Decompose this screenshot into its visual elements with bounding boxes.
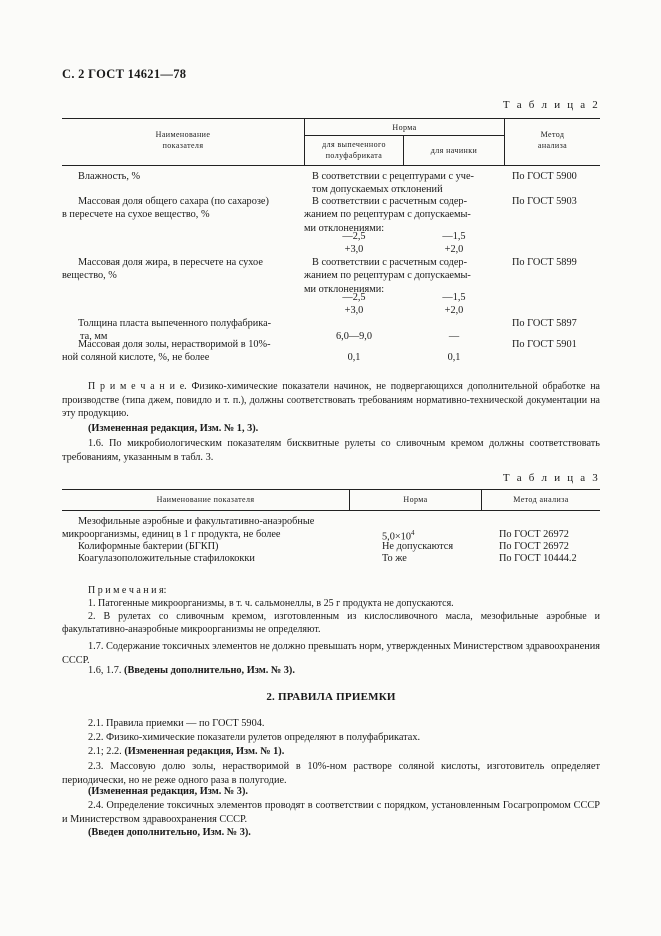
- table2-row-value: —: [448, 331, 460, 342]
- amendment-note: [62, 745, 600, 759]
- table2-head-norm-sub2: для начинки: [430, 146, 478, 155]
- table2-row-name: Влажность, %: [78, 171, 141, 182]
- table2-row-method: По ГОСТ 5903: [512, 196, 577, 207]
- table2-row-name: [62, 256, 298, 283]
- desc-line: В соответствии с расчетным содер-: [312, 196, 468, 207]
- desc-line: том допускаемых отклонений: [312, 184, 443, 196]
- value: —2,5: [342, 231, 366, 242]
- norm-exponent: 4: [410, 529, 415, 537]
- table3-row-name: Коагулазоположительные стафилококки: [78, 553, 255, 564]
- paragraph-2-4: 2.4. Определение токсичных элементов проводят в соответствии с порядком, установленным Госагропромом СССР и Министерством здравоохранения СССР.: [62, 800, 600, 825]
- head-line: Наименование: [155, 130, 211, 139]
- name-line: Толщина пласта выпеченного полуфабрика-: [78, 318, 272, 329]
- table3-head-name: Наименование показателя: [156, 495, 255, 504]
- paragraph-2-3: 2.3. Массовую долю золы, нерастворимой в 10%-ном растворе соляной кислоты, изготовитель определяет периодически, но не реже одного раза в полугодие.: [62, 761, 600, 786]
- table2-norm-rule: [304, 135, 504, 136]
- table3-top-rule: [62, 489, 600, 490]
- table3-caption: Т а б л и ц а 3: [502, 472, 600, 484]
- table2-row-values: [305, 291, 403, 318]
- amendment-text: (Измененная редакция, Изм. № 1).: [124, 746, 285, 757]
- desc-line: ми отклонениями:: [304, 222, 385, 234]
- table2-head-rule: [62, 165, 600, 166]
- table2-row-name: [62, 195, 298, 222]
- table2-row-value: 0,1: [447, 352, 461, 363]
- table2-row-name: [62, 338, 298, 365]
- table2-row-method: По ГОСТ 5901: [512, 339, 577, 350]
- name-line: Массовая доля жира, в пересчете на сухое: [78, 257, 263, 268]
- clause-ref: 1.6, 1.7.: [88, 665, 125, 676]
- notes2-item-1: 1. Патогенные микроорганизмы, в т. ч. сальмонеллы, в 25 г продукта не допускаются.: [88, 598, 454, 609]
- table3-row-method: По ГОСТ 10444.2: [499, 553, 577, 564]
- section-heading: 2. ПРАВИЛА ПРИЕМКИ: [266, 691, 396, 703]
- page-header: С. 2 ГОСТ 14621—78: [62, 67, 187, 81]
- note-label: П р и м е ч а н и е.: [88, 381, 187, 392]
- note-text: Физико-химические показатели начинок, не подвергающихся дополнительной обработке на производстве (типа джем, повидло и т. п.), должны соответствовать требованиям нормативно-технической документации на эту продукцию.: [62, 381, 600, 419]
- head-line: полуфабриката: [325, 151, 383, 160]
- table2-head-method: [505, 129, 600, 151]
- table2-row-values: [404, 291, 504, 318]
- table3-row-method: По ГОСТ 26972: [499, 529, 569, 540]
- desc-line: жанием по рецептурам с допускаемы-: [304, 270, 471, 282]
- amendment-note: [62, 664, 600, 678]
- value: —1,5: [442, 231, 466, 242]
- amendment-text: (Введены дополнительно, Изм. № 3).: [124, 665, 295, 676]
- value: +2,0: [444, 244, 464, 256]
- table3-head-method: Метод анализа: [513, 495, 569, 504]
- head-line: анализа: [537, 141, 568, 150]
- notes2-label: П р и м е ч а н и я:: [88, 585, 167, 596]
- clause-ref: 2.1; 2.2.: [88, 746, 125, 757]
- table2-caption: Т а б л и ц а 2: [502, 99, 600, 111]
- table2-head-norm-sub1: [305, 139, 403, 161]
- table2-head-norm: Норма: [392, 123, 417, 132]
- note1: [62, 380, 600, 421]
- table2-row-method: По ГОСТ 5899: [512, 257, 577, 268]
- table2-row-desc: [304, 256, 502, 296]
- head-line: Метод: [540, 130, 565, 139]
- value: +2,0: [444, 305, 464, 317]
- table2-row-desc: [304, 195, 502, 235]
- table3-head-rule: [62, 510, 600, 511]
- paragraph-1-7: 1.7. Содержание токсичных элементов не должно превышать норм, утвержденных Министерством здравоохранения СССР.: [62, 641, 600, 666]
- paragraph-2-2: 2.2. Физико-химические показатели рулетов определяют в полуфабрикатах.: [88, 732, 421, 743]
- head-line: показателя: [162, 141, 204, 150]
- value: +3,0: [344, 305, 364, 317]
- name-line: микроорганизмы, единиц в 1 г продукта, не более: [62, 529, 281, 541]
- table3-row-norm: То же: [382, 553, 407, 564]
- table3-row-name: Колиформные бактерии (БГКП): [78, 541, 219, 552]
- name-line: вещество, %: [62, 270, 117, 282]
- norm-value: 5,0×10: [382, 531, 411, 543]
- table2-row-method: По ГОСТ 5897: [512, 318, 577, 329]
- amendment-note: (Введен дополнительно, Изм. № 3).: [88, 827, 251, 838]
- paragraph-1-6: 1.6. По микробиологическим показателям бисквитные рулеты со сливочным кремом должны соответствовать требованиям, указанным в табл. 3.: [62, 438, 600, 463]
- table2-top-rule: [62, 118, 600, 119]
- paragraph-2-1: 2.1. Правила приемки — по ГОСТ 5904.: [88, 718, 265, 729]
- name-line: Массовая доля общего сахара (по сахарозе): [78, 196, 269, 207]
- amendment-note: (Измененная редакция, Изм. № 3).: [88, 786, 248, 797]
- name-line: Массовая доля золы, нерастворимой в 10%-: [78, 339, 271, 350]
- name-line: в пересчете на сухое вещество, %: [62, 209, 210, 221]
- table3-row-norm: Не допускаются: [382, 541, 454, 552]
- name-line: та, мм: [80, 331, 108, 343]
- desc-line: жанием по рецептурам с допускаемы-: [304, 209, 471, 221]
- head-line: для выпеченного: [322, 140, 386, 149]
- value: +3,0: [344, 244, 364, 256]
- value: —1,5: [442, 292, 466, 303]
- name-line: Мезофильные аэробные и факультативно-анаэробные: [78, 516, 315, 527]
- desc-line: В соответствии с расчетным содер-: [312, 257, 468, 268]
- desc-line: ми отклонениями:: [304, 283, 385, 295]
- table3-row-name: [62, 515, 349, 542]
- table3-head-norm: Норма: [403, 495, 428, 504]
- table2-row-desc: [312, 170, 502, 197]
- name-line: ной соляной кислоте, %, не более: [62, 352, 210, 364]
- desc-line: В соответствии с рецептурами с уче-: [312, 171, 474, 182]
- table2-row-value: 6,0—9,0: [335, 331, 373, 342]
- table2-row-value: 0,1: [347, 352, 361, 363]
- table3-row-method: По ГОСТ 26972: [499, 541, 569, 552]
- value: —2,5: [342, 292, 366, 303]
- table2-head-name: [62, 129, 304, 151]
- table2-row-method: По ГОСТ 5900: [512, 171, 577, 182]
- table2-row-values: [404, 230, 504, 257]
- notes2-item-2: 2. В рулетах со сливочным кремом, изготовленным из кислосливочного масла, мезофильные аэробные и факультативно-анаэробные микроорганизмы не определяют.: [62, 611, 600, 635]
- amendment-note: (Измененная редакция, Изм. № 1, 3).: [88, 423, 259, 434]
- table2-row-values: [305, 230, 403, 257]
